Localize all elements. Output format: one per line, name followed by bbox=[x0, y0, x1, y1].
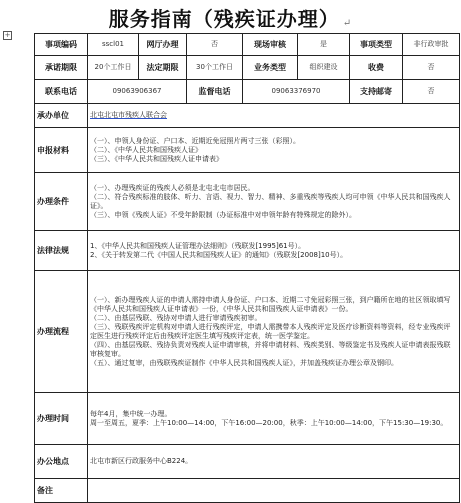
list-item: （五）、通过复审，由残联残疾证制作《中华人民共和国残疾人证》，并加盖残疾证办理公章及钢印。 bbox=[90, 358, 398, 367]
list-item: （三）、残联残疾评定机构对申请人进行残疾评定，申请人需携带本人残疾评定及医疗诊断资料等资料，经专业残疾评定医生进行残疾评定后由残疾评定医生填写残疾评定表，统一医学鉴定。 bbox=[90, 322, 451, 340]
label-mail-support: 支持邮寄 bbox=[350, 80, 403, 104]
list-item: （二）、由基层残联、残协对申请人进行审请残疾初审。 bbox=[90, 313, 262, 322]
list-item: 2、《关于转发第二代《中国人民共和国残疾人证》的通知》（残联发[2008]10号）。 bbox=[90, 250, 348, 259]
list-item: （三）、《中华人民共和国残疾人证申请表》 bbox=[90, 154, 223, 163]
value-item-code: sscl01 bbox=[88, 34, 139, 56]
label-materials: 申报材料 bbox=[35, 128, 88, 173]
value-business-type: 组织建设 bbox=[298, 56, 350, 80]
label-address: 办公地点 bbox=[35, 445, 88, 479]
label-conditions: 办理条件 bbox=[35, 173, 88, 231]
materials-list bbox=[88, 128, 460, 173]
value-fee: 否 bbox=[403, 56, 460, 80]
table-row bbox=[35, 104, 460, 128]
label-process: 办理流程 bbox=[35, 271, 88, 393]
service-guide-table bbox=[34, 33, 460, 503]
value-onsite-review: 是 bbox=[298, 34, 350, 56]
value-supervision-phone: 09063376970 bbox=[243, 80, 350, 104]
table-row bbox=[35, 56, 460, 80]
table-row bbox=[35, 128, 460, 173]
process-list bbox=[88, 271, 460, 393]
move-anchor-icon[interactable]: + bbox=[4, 31, 11, 39]
label-online: 网厅办理 bbox=[139, 34, 187, 56]
table-row bbox=[35, 80, 460, 104]
value-remark bbox=[88, 479, 460, 503]
value-address: 北屯市新区行政服务中心B224。 bbox=[88, 445, 460, 479]
table-row bbox=[35, 445, 460, 479]
label-item-type: 事项类型 bbox=[350, 34, 403, 56]
table-row bbox=[35, 271, 460, 393]
table-row bbox=[35, 34, 460, 56]
paragraph-mark: ↵ bbox=[342, 18, 353, 29]
list-item: 周一至周五，夏季：上午10:00—14:00，下午16:00—20:00，秋季：上午10:00—14:00，下午15:30—19:30。 bbox=[90, 418, 448, 427]
value-mail-support: 否 bbox=[403, 80, 460, 104]
conditions-list bbox=[88, 173, 460, 231]
table-row bbox=[35, 393, 460, 445]
label-supervision-phone: 监督电话 bbox=[187, 80, 243, 104]
value-legal-period: 30个工作日 bbox=[187, 56, 243, 80]
label-legal-period: 法定期限 bbox=[139, 56, 187, 80]
document-title bbox=[0, 3, 461, 32]
table-row bbox=[35, 173, 460, 231]
table-row bbox=[35, 479, 460, 503]
value-unit: 北屯北屯市残疾人联合会 bbox=[88, 104, 460, 128]
time-list bbox=[88, 393, 460, 445]
label-remark: 备注 bbox=[35, 479, 88, 503]
law-list bbox=[88, 231, 460, 271]
label-promise-period: 承诺期限 bbox=[35, 56, 88, 80]
list-item: （一）、办理残疾证的残疾人必须是北屯北屯市居民。 bbox=[90, 183, 255, 192]
label-contact-phone: 联系电话 bbox=[35, 80, 88, 104]
label-unit: 承办单位 bbox=[35, 104, 88, 128]
label-fee: 收费 bbox=[350, 56, 403, 80]
value-promise-period: 20个工作日 bbox=[88, 56, 139, 80]
label-onsite-review: 现场审核 bbox=[243, 34, 298, 56]
value-item-type: 非行政审批 bbox=[403, 34, 460, 56]
list-item: （二）、符合残疾标准的肢体、听力、言语、视力、智力、精神、多重残疾等残疾人均可申领《中华人民共和国残疾人证》。 bbox=[90, 192, 451, 210]
table-row bbox=[35, 231, 460, 271]
label-business-type: 业务类型 bbox=[243, 56, 298, 80]
list-item: （二）、《中华人民共和国残疾人证》 bbox=[90, 145, 202, 154]
list-item: 1、《中华人民共和国残疾人证管理办法细则》（残联发[1995]61号）。 bbox=[90, 241, 306, 250]
value-online: 否 bbox=[187, 34, 243, 56]
label-time: 办理时间 bbox=[35, 393, 88, 445]
list-item: （四）、由基层残联、残协负责对残疾人证申请审核，并将申请材料、残疾类别、等级鉴定书及残疾人证申请表报残联审核复审。 bbox=[90, 340, 451, 358]
label-item-code: 事项编码 bbox=[35, 34, 88, 56]
title-text: 服务指南（残疾证办理） bbox=[108, 7, 340, 31]
value-contact-phone: 09063906367 bbox=[88, 80, 187, 104]
label-law: 法律法规 bbox=[35, 231, 88, 271]
list-item: （三）、申领《残疾人证》不受年龄限制（办证标准中对申领年龄有特殊规定的除外）。 bbox=[90, 210, 356, 219]
list-item: 每年4月，集中统一办理。 bbox=[90, 409, 172, 418]
list-item: （一）、新办理残疾人证的申请人需持申请人身份证、户口本、近期二寸免冠彩照三张，到户籍所在地的社区领取填写《中华人民共和国残疾人证申请表》一份，《中华人民共和国残疾人证申请表》一份。 bbox=[90, 295, 451, 313]
list-item: （一）、申领人身份证、户口本、近期近免冠照片两寸三张（彩照）。 bbox=[90, 136, 300, 145]
